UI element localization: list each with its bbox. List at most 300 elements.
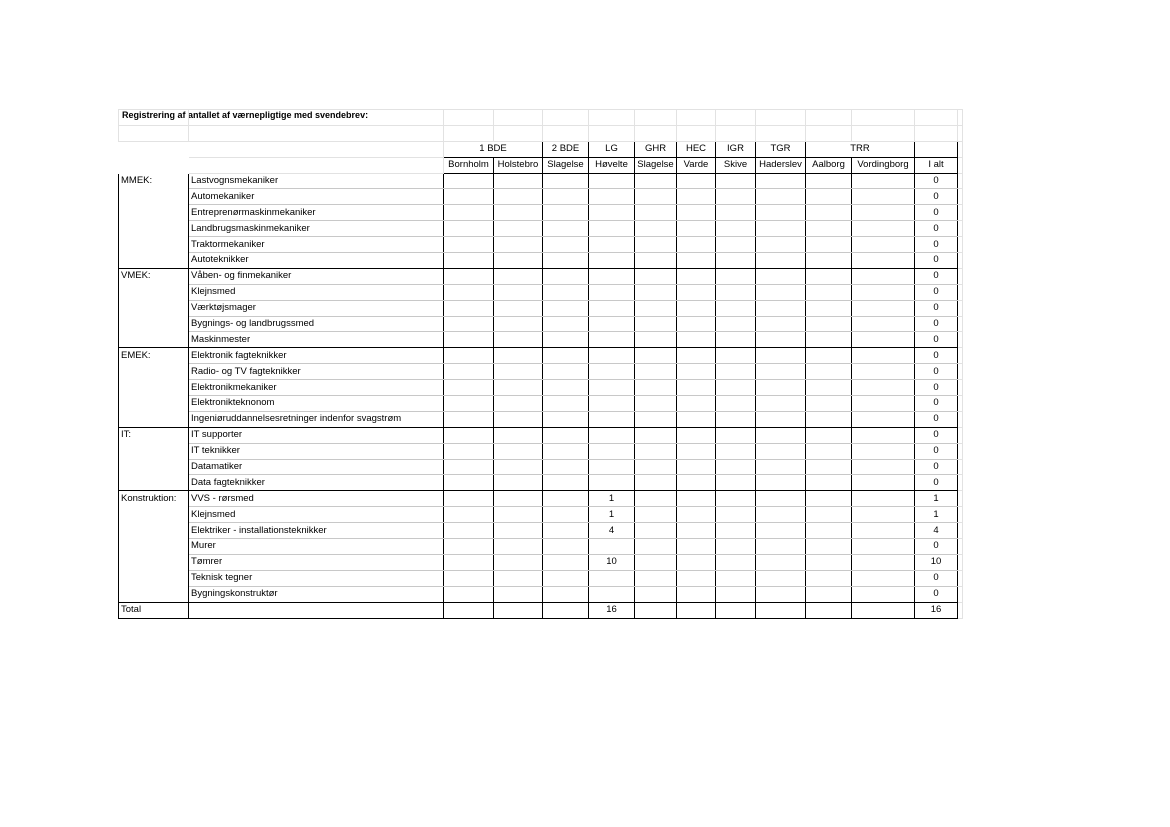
empty-cell[interactable] xyxy=(806,475,852,491)
empty-cell[interactable] xyxy=(806,523,852,539)
hovelte-cell[interactable] xyxy=(589,332,635,348)
hovelte-cell[interactable] xyxy=(589,475,635,491)
occupation-cell[interactable]: Elektronikteknonom xyxy=(189,396,444,412)
empty-cell[interactable] xyxy=(958,427,963,443)
total-cell[interactable]: 0 xyxy=(915,411,958,427)
category-cell[interactable] xyxy=(119,539,189,555)
hovelte-cell[interactable] xyxy=(589,364,635,380)
empty-cell[interactable] xyxy=(494,507,543,523)
empty-cell[interactable] xyxy=(958,554,963,570)
grand-total[interactable]: 16 xyxy=(915,602,958,618)
empty-cell[interactable] xyxy=(543,554,589,570)
empty-cell[interactable] xyxy=(635,554,677,570)
empty-cell[interactable] xyxy=(716,411,756,427)
empty-cell[interactable] xyxy=(494,348,543,364)
empty-cell[interactable] xyxy=(543,348,589,364)
empty-cell[interactable] xyxy=(444,284,494,300)
empty-cell[interactable] xyxy=(958,348,963,364)
category-cell[interactable] xyxy=(119,459,189,475)
empty-cell[interactable] xyxy=(806,316,852,332)
empty-cell[interactable] xyxy=(958,507,963,523)
empty-cell[interactable] xyxy=(806,443,852,459)
empty-cell[interactable] xyxy=(716,348,756,364)
empty-cell[interactable] xyxy=(444,380,494,396)
empty-cell[interactable] xyxy=(716,523,756,539)
total-cell[interactable]: 1 xyxy=(915,491,958,507)
empty-cell[interactable] xyxy=(756,570,806,586)
empty-cell[interactable] xyxy=(444,602,494,618)
empty-cell[interactable] xyxy=(716,459,756,475)
occupation-cell[interactable]: Lastvognsmekaniker xyxy=(189,173,444,189)
occupation-cell[interactable]: Våben- og finmekaniker xyxy=(189,268,444,284)
empty-cell[interactable] xyxy=(444,586,494,602)
empty-cell[interactable] xyxy=(716,427,756,443)
empty-cell[interactable] xyxy=(716,602,756,618)
category-cell[interactable]: IT: xyxy=(119,427,189,443)
empty-cell[interactable] xyxy=(635,586,677,602)
empty-cell[interactable] xyxy=(635,602,677,618)
empty-cell[interactable] xyxy=(494,189,543,205)
empty-cell[interactable] xyxy=(958,586,963,602)
category-cell[interactable] xyxy=(119,586,189,602)
empty-cell[interactable] xyxy=(756,396,806,412)
empty-cell[interactable] xyxy=(677,396,716,412)
empty-cell[interactable] xyxy=(494,253,543,269)
hovelte-cell[interactable] xyxy=(589,443,635,459)
total-cell[interactable]: 0 xyxy=(915,316,958,332)
empty-cell[interactable] xyxy=(958,602,963,618)
empty-cell[interactable] xyxy=(958,411,963,427)
empty-cell[interactable] xyxy=(543,380,589,396)
occupation-cell[interactable]: Data fagteknikker xyxy=(189,475,444,491)
empty-cell[interactable] xyxy=(958,205,963,221)
empty-cell[interactable] xyxy=(852,348,915,364)
empty-cell[interactable] xyxy=(716,332,756,348)
empty-cell[interactable] xyxy=(543,427,589,443)
empty-cell[interactable] xyxy=(543,539,589,555)
occupation-cell[interactable]: Maskinmester xyxy=(189,332,444,348)
empty-cell[interactable] xyxy=(494,491,543,507)
empty-cell[interactable] xyxy=(806,427,852,443)
empty-cell[interactable] xyxy=(852,332,915,348)
empty-cell[interactable] xyxy=(444,491,494,507)
empty-cell[interactable] xyxy=(543,189,589,205)
occupation-cell[interactable]: Teknisk tegner xyxy=(189,570,444,586)
empty-cell[interactable] xyxy=(806,268,852,284)
empty-cell[interactable] xyxy=(444,523,494,539)
total-cell[interactable]: 0 xyxy=(915,539,958,555)
occupation-cell[interactable]: Autoteknikker xyxy=(189,253,444,269)
category-cell[interactable] xyxy=(119,316,189,332)
empty-cell[interactable] xyxy=(494,380,543,396)
empty-cell[interactable] xyxy=(852,459,915,475)
empty-cell[interactable] xyxy=(852,316,915,332)
empty-cell[interactable] xyxy=(756,539,806,555)
empty-cell[interactable] xyxy=(806,332,852,348)
category-cell[interactable] xyxy=(119,443,189,459)
empty-cell[interactable] xyxy=(806,586,852,602)
hovelte-cell[interactable] xyxy=(589,539,635,555)
empty-cell[interactable] xyxy=(444,507,494,523)
occupation-cell[interactable]: Datamatiker xyxy=(189,459,444,475)
occupation-cell[interactable]: Elektriker - installationsteknikker xyxy=(189,523,444,539)
empty-cell[interactable] xyxy=(543,475,589,491)
empty-cell[interactable] xyxy=(543,586,589,602)
empty-cell[interactable] xyxy=(677,300,716,316)
empty-cell[interactable] xyxy=(543,459,589,475)
total-cell[interactable]: 0 xyxy=(915,189,958,205)
empty-cell[interactable] xyxy=(852,221,915,237)
hovelte-cell[interactable] xyxy=(589,348,635,364)
total-cell[interactable]: 0 xyxy=(915,205,958,221)
empty-cell[interactable] xyxy=(444,253,494,269)
empty-cell[interactable] xyxy=(494,523,543,539)
empty-cell[interactable] xyxy=(716,173,756,189)
empty-cell[interactable] xyxy=(677,443,716,459)
empty-cell[interactable] xyxy=(852,602,915,618)
hovelte-cell[interactable] xyxy=(589,189,635,205)
empty-cell[interactable] xyxy=(444,364,494,380)
empty-cell[interactable] xyxy=(716,554,756,570)
empty-cell[interactable] xyxy=(677,189,716,205)
category-cell[interactable]: VMEK: xyxy=(119,268,189,284)
empty-cell[interactable] xyxy=(677,507,716,523)
empty-cell[interactable] xyxy=(852,268,915,284)
empty-cell[interactable] xyxy=(444,332,494,348)
hovelte-cell[interactable] xyxy=(589,586,635,602)
empty-cell[interactable] xyxy=(756,523,806,539)
hovelte-cell[interactable]: 1 xyxy=(589,507,635,523)
empty-cell[interactable] xyxy=(635,189,677,205)
empty-cell[interactable] xyxy=(958,316,963,332)
empty-cell[interactable] xyxy=(635,348,677,364)
total-cell[interactable]: 0 xyxy=(915,475,958,491)
empty-cell[interactable] xyxy=(756,237,806,253)
empty-cell[interactable] xyxy=(494,396,543,412)
empty-cell[interactable] xyxy=(756,427,806,443)
empty-cell[interactable] xyxy=(677,173,716,189)
total-cell[interactable]: 0 xyxy=(915,396,958,412)
empty-cell[interactable] xyxy=(494,602,543,618)
category-cell[interactable] xyxy=(119,205,189,221)
total-cell[interactable]: 0 xyxy=(915,237,958,253)
empty-cell[interactable] xyxy=(677,523,716,539)
empty-cell[interactable] xyxy=(958,539,963,555)
hovelte-cell[interactable] xyxy=(589,411,635,427)
empty-cell[interactable] xyxy=(677,380,716,396)
empty-cell[interactable] xyxy=(756,268,806,284)
empty-cell[interactable] xyxy=(494,364,543,380)
empty-cell[interactable] xyxy=(806,380,852,396)
empty-cell[interactable] xyxy=(756,443,806,459)
empty-cell[interactable] xyxy=(806,411,852,427)
empty-cell[interactable] xyxy=(543,443,589,459)
empty-cell[interactable] xyxy=(543,300,589,316)
empty-cell[interactable] xyxy=(635,237,677,253)
empty-cell[interactable] xyxy=(494,237,543,253)
empty-cell[interactable] xyxy=(756,380,806,396)
empty-cell[interactable] xyxy=(716,189,756,205)
empty-cell[interactable] xyxy=(958,253,963,269)
empty-cell[interactable] xyxy=(444,459,494,475)
empty-cell[interactable] xyxy=(958,459,963,475)
empty-cell[interactable] xyxy=(852,253,915,269)
category-cell[interactable] xyxy=(119,284,189,300)
empty-cell[interactable] xyxy=(677,268,716,284)
occupation-cell[interactable]: Elektronik fagteknikker xyxy=(189,348,444,364)
empty-cell[interactable] xyxy=(958,332,963,348)
empty-cell[interactable] xyxy=(635,507,677,523)
occupation-cell[interactable]: VVS - rørsmed xyxy=(189,491,444,507)
empty-cell[interactable] xyxy=(756,221,806,237)
empty-cell[interactable] xyxy=(716,586,756,602)
empty-cell[interactable] xyxy=(677,539,716,555)
empty-cell[interactable] xyxy=(677,205,716,221)
empty-cell[interactable] xyxy=(958,491,963,507)
empty-cell[interactable] xyxy=(444,205,494,221)
hovelte-cell[interactable] xyxy=(589,205,635,221)
category-cell[interactable] xyxy=(119,507,189,523)
empty-cell[interactable] xyxy=(543,237,589,253)
empty-cell[interactable] xyxy=(635,443,677,459)
empty-cell[interactable] xyxy=(756,253,806,269)
empty-cell[interactable] xyxy=(494,443,543,459)
empty-cell[interactable] xyxy=(444,268,494,284)
occupation-cell[interactable]: Elektronikmekaniker xyxy=(189,380,444,396)
empty-cell[interactable] xyxy=(444,570,494,586)
category-cell[interactable]: EMEK: xyxy=(119,348,189,364)
empty-cell[interactable] xyxy=(444,173,494,189)
empty-cell[interactable] xyxy=(677,316,716,332)
empty-cell[interactable] xyxy=(958,189,963,205)
empty-cell[interactable] xyxy=(543,570,589,586)
empty-cell[interactable] xyxy=(543,268,589,284)
hovelte-cell[interactable] xyxy=(589,221,635,237)
empty-cell[interactable] xyxy=(716,205,756,221)
empty-cell[interactable] xyxy=(543,364,589,380)
empty-cell[interactable] xyxy=(852,411,915,427)
total-cell[interactable]: 0 xyxy=(915,570,958,586)
empty-cell[interactable] xyxy=(756,332,806,348)
occupation-cell[interactable]: IT supporter xyxy=(189,427,444,443)
empty-cell[interactable] xyxy=(543,284,589,300)
occupation-cell[interactable]: Automekaniker xyxy=(189,189,444,205)
empty-cell[interactable] xyxy=(494,539,543,555)
empty-cell[interactable] xyxy=(958,173,963,189)
total-cell[interactable]: 0 xyxy=(915,253,958,269)
occupation-cell[interactable]: IT teknikker xyxy=(189,443,444,459)
empty-cell[interactable] xyxy=(806,539,852,555)
empty-cell[interactable] xyxy=(806,554,852,570)
empty-cell[interactable] xyxy=(494,459,543,475)
empty-cell[interactable] xyxy=(756,173,806,189)
empty-cell[interactable] xyxy=(756,475,806,491)
empty-cell[interactable] xyxy=(852,491,915,507)
total-cell[interactable]: 0 xyxy=(915,332,958,348)
empty-cell[interactable] xyxy=(806,570,852,586)
empty-cell[interactable] xyxy=(756,300,806,316)
category-cell[interactable] xyxy=(119,300,189,316)
empty-cell[interactable] xyxy=(806,205,852,221)
empty-cell[interactable] xyxy=(852,173,915,189)
category-cell[interactable] xyxy=(119,364,189,380)
empty-cell[interactable] xyxy=(677,253,716,269)
hovelte-cell[interactable] xyxy=(589,396,635,412)
category-cell[interactable] xyxy=(119,570,189,586)
empty-cell[interactable] xyxy=(716,539,756,555)
empty-cell[interactable] xyxy=(444,316,494,332)
hovelte-cell[interactable] xyxy=(589,253,635,269)
empty-cell[interactable] xyxy=(635,316,677,332)
empty-cell[interactable] xyxy=(494,411,543,427)
empty-cell[interactable] xyxy=(677,284,716,300)
empty-cell[interactable] xyxy=(635,332,677,348)
empty-cell[interactable] xyxy=(444,221,494,237)
empty-cell[interactable] xyxy=(677,554,716,570)
empty-cell[interactable] xyxy=(677,570,716,586)
empty-cell[interactable] xyxy=(635,396,677,412)
total-hovelte[interactable]: 16 xyxy=(589,602,635,618)
empty-cell[interactable] xyxy=(635,221,677,237)
empty-cell[interactable] xyxy=(543,602,589,618)
empty-cell[interactable] xyxy=(189,602,444,618)
empty-cell[interactable] xyxy=(852,554,915,570)
empty-cell[interactable] xyxy=(756,364,806,380)
empty-cell[interactable] xyxy=(852,300,915,316)
empty-cell[interactable] xyxy=(635,523,677,539)
empty-cell[interactable] xyxy=(494,268,543,284)
total-cell[interactable]: 0 xyxy=(915,443,958,459)
empty-cell[interactable] xyxy=(543,332,589,348)
empty-cell[interactable] xyxy=(677,475,716,491)
category-cell[interactable]: MMEK: xyxy=(119,173,189,189)
empty-cell[interactable] xyxy=(756,189,806,205)
empty-cell[interactable] xyxy=(635,364,677,380)
empty-cell[interactable] xyxy=(852,189,915,205)
empty-cell[interactable] xyxy=(635,427,677,443)
empty-cell[interactable] xyxy=(635,475,677,491)
empty-cell[interactable] xyxy=(635,491,677,507)
empty-cell[interactable] xyxy=(958,284,963,300)
empty-cell[interactable] xyxy=(494,332,543,348)
empty-cell[interactable] xyxy=(716,316,756,332)
empty-cell[interactable] xyxy=(716,380,756,396)
category-cell[interactable] xyxy=(119,237,189,253)
total-cell[interactable]: 0 xyxy=(915,173,958,189)
empty-cell[interactable] xyxy=(852,443,915,459)
empty-cell[interactable] xyxy=(543,491,589,507)
total-label[interactable]: Total xyxy=(119,602,189,618)
empty-cell[interactable] xyxy=(806,507,852,523)
empty-cell[interactable] xyxy=(716,507,756,523)
empty-cell[interactable] xyxy=(677,491,716,507)
hovelte-cell[interactable] xyxy=(589,459,635,475)
total-cell[interactable]: 0 xyxy=(915,221,958,237)
empty-cell[interactable] xyxy=(635,173,677,189)
empty-cell[interactable] xyxy=(677,332,716,348)
hovelte-cell[interactable]: 1 xyxy=(589,491,635,507)
empty-cell[interactable] xyxy=(444,189,494,205)
empty-cell[interactable] xyxy=(806,189,852,205)
total-cell[interactable]: 0 xyxy=(915,300,958,316)
occupation-cell[interactable]: Tømrer xyxy=(189,554,444,570)
empty-cell[interactable] xyxy=(806,284,852,300)
empty-cell[interactable] xyxy=(958,380,963,396)
empty-cell[interactable] xyxy=(494,586,543,602)
empty-cell[interactable] xyxy=(543,507,589,523)
empty-cell[interactable] xyxy=(716,491,756,507)
empty-cell[interactable] xyxy=(494,316,543,332)
empty-cell[interactable] xyxy=(756,586,806,602)
empty-cell[interactable] xyxy=(635,268,677,284)
empty-cell[interactable] xyxy=(806,459,852,475)
empty-cell[interactable] xyxy=(806,253,852,269)
empty-cell[interactable] xyxy=(677,602,716,618)
occupation-cell[interactable]: Bygningskonstruktør xyxy=(189,586,444,602)
empty-cell[interactable] xyxy=(635,570,677,586)
empty-cell[interactable] xyxy=(494,427,543,443)
occupation-cell[interactable]: Klejnsmed xyxy=(189,507,444,523)
empty-cell[interactable] xyxy=(852,237,915,253)
hovelte-cell[interactable] xyxy=(589,237,635,253)
empty-cell[interactable] xyxy=(635,300,677,316)
empty-cell[interactable] xyxy=(444,396,494,412)
empty-cell[interactable] xyxy=(444,554,494,570)
empty-cell[interactable] xyxy=(716,237,756,253)
empty-cell[interactable] xyxy=(444,411,494,427)
category-cell[interactable] xyxy=(119,332,189,348)
empty-cell[interactable] xyxy=(756,284,806,300)
empty-cell[interactable] xyxy=(756,411,806,427)
empty-cell[interactable] xyxy=(806,364,852,380)
category-cell[interactable] xyxy=(119,411,189,427)
empty-cell[interactable] xyxy=(756,491,806,507)
category-cell[interactable] xyxy=(119,396,189,412)
empty-cell[interactable] xyxy=(958,523,963,539)
empty-cell[interactable] xyxy=(444,539,494,555)
empty-cell[interactable] xyxy=(444,443,494,459)
empty-cell[interactable] xyxy=(852,396,915,412)
empty-cell[interactable] xyxy=(716,300,756,316)
empty-cell[interactable] xyxy=(958,443,963,459)
category-cell[interactable] xyxy=(119,380,189,396)
total-cell[interactable]: 1 xyxy=(915,507,958,523)
empty-cell[interactable] xyxy=(756,316,806,332)
empty-cell[interactable] xyxy=(543,316,589,332)
empty-cell[interactable] xyxy=(716,221,756,237)
empty-cell[interactable] xyxy=(677,221,716,237)
empty-cell[interactable] xyxy=(677,586,716,602)
hovelte-cell[interactable] xyxy=(589,173,635,189)
hovelte-cell[interactable]: 4 xyxy=(589,523,635,539)
empty-cell[interactable] xyxy=(958,475,963,491)
empty-cell[interactable] xyxy=(716,443,756,459)
occupation-cell[interactable]: Klejnsmed xyxy=(189,284,444,300)
empty-cell[interactable] xyxy=(543,396,589,412)
total-cell[interactable]: 0 xyxy=(915,268,958,284)
empty-cell[interactable] xyxy=(852,539,915,555)
empty-cell[interactable] xyxy=(806,221,852,237)
hovelte-cell[interactable] xyxy=(589,284,635,300)
empty-cell[interactable] xyxy=(635,459,677,475)
empty-cell[interactable] xyxy=(756,602,806,618)
total-cell[interactable]: 0 xyxy=(915,380,958,396)
empty-cell[interactable] xyxy=(543,221,589,237)
empty-cell[interactable] xyxy=(806,491,852,507)
empty-cell[interactable] xyxy=(494,300,543,316)
empty-cell[interactable] xyxy=(958,364,963,380)
hovelte-cell[interactable] xyxy=(589,380,635,396)
